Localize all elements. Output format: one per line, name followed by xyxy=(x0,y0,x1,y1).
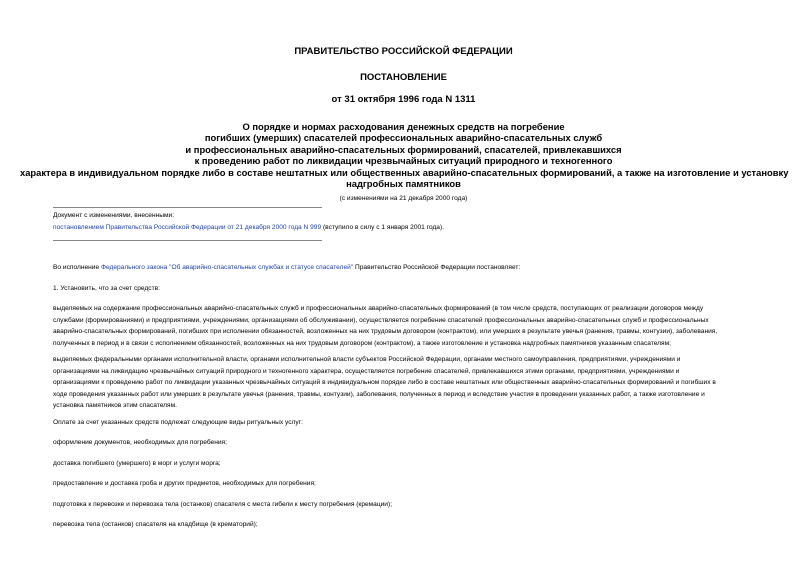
service-item: перевозка тела (останков) спасателя на кладбище (в крематорий); xyxy=(53,521,258,528)
document-title xyxy=(20,121,787,189)
federal-law-link[interactable]: Федерального закона "Об аварийно-спасательных службах и статусе спасателей" xyxy=(100,264,354,271)
service-item: доставка погибшего (умершего) в морг и услуги морга; xyxy=(53,460,221,467)
paragraph-line: организациями к проведению работ по ликвидации указанных чрезвычайных ситуаций в индивидуальном порядке либо в составе нештатных или общественных аварийно-спасательных формирований и погибших в xyxy=(53,379,716,386)
services-intro: Оплате за счет указанных средств подлежат следующие виды ритуальных услуг: xyxy=(53,419,303,426)
document-kind: ПОСТАНОВЛЕНИЕ xyxy=(360,72,447,83)
preamble-suffix: Правительство Российской Федерации постановляет: xyxy=(353,264,521,271)
divider-bottom xyxy=(53,240,322,241)
title-line: погибших (умерших) спасателей профессиональных аварийно-спасательных служб xyxy=(204,132,603,144)
item-1: 1. Установить, что за счет средств: xyxy=(53,285,160,292)
paragraph-line: выделяемых федеральными органами исполнительной власти, органами исполнительной власти субъектов Российской Федерации, органами местного самоуправления, предприятиями, учреждениями и xyxy=(53,356,681,363)
paragraph-line: полученных в период и в связи с исполнением обязанностей, возложенных на них трудовым договором (контрактом), а также изготовление и установка надгробных памятников указанным спасателям; xyxy=(53,339,671,347)
preamble-prefix: Во исполнение xyxy=(53,264,101,271)
paragraph-b xyxy=(53,354,771,412)
paragraph-line: установка памятников этим спасателям. xyxy=(53,402,177,409)
amendment-suffix: (вступило в силу с 1 января 2001 года). xyxy=(321,224,445,231)
title-line: надгробных памятников xyxy=(346,178,461,190)
amendment-link[interactable]: постановлением Правительства Российской Федерации от 21 декабря 2000 года N 999 xyxy=(53,224,322,231)
paragraph-a xyxy=(53,303,771,349)
paragraph-line: ходе проведения указанных работ или умерших в результате увечья (ранения, травмы, контузии), заболевания, полученных в период и вследствие участия в проведении указанных работ, а также изготовление и xyxy=(53,390,705,398)
government-heading: ПРАВИТЕЛЬСТВО РОССИЙСКОЙ ФЕДЕРАЦИИ xyxy=(294,46,513,57)
amendments-intro: Документ с изменениями, внесенными: xyxy=(53,212,175,219)
title-line: характера в индивидуальном порядке либо в составе нештатных или общественных аварийно-спасательных формирований, а также на изготовление и установку xyxy=(20,166,789,178)
paragraph-line: службами (формированиями) и предприятиями, учреждениями, организациями об обслуживании), осуществляется погребение спасателей профессиональных аварийно-спасательных служб и профессиональных xyxy=(53,316,709,324)
service-item: предоставление и доставка гроба и других предметов, необходимых для погребения; xyxy=(53,480,316,487)
service-item: подготовка к перевозке и перевозка тела (останков) спасателя с места гибели к месту погребения (кремации); xyxy=(53,501,393,508)
preamble xyxy=(53,262,520,274)
divider-top xyxy=(53,207,322,208)
paragraph-line: аварийно-спасательных формирований, погибших при исполнении обязанностей, возложенных на них трудовым договором (контрактом), или умерших в результате увечья (ранения, травмы, контузии), заболевания, xyxy=(53,328,718,335)
title-line: и профессиональных аварийно-спасательных формирований, спасателей, привлекавшихся xyxy=(185,143,622,155)
document-date: от 31 октября 1996 года N 1311 xyxy=(331,94,476,105)
service-item: оформление документов, необходимых для погребения; xyxy=(53,439,227,446)
amendments-line xyxy=(53,222,444,234)
paragraph-line: организациями на ликвидацию чрезвычайных ситуаций природного и техногенного характера, осуществляется погребение спасателей, привлекавшихся этими органами, предприятиями, учреждениями и xyxy=(53,367,680,375)
revision-note: (с изменениями на 21 декабря 2000 года) xyxy=(339,195,468,202)
title-line: к проведению работ по ликвидации чрезвычайных ситуаций природного и техногенного xyxy=(194,155,613,167)
paragraph-line: выделяемых на содержание профессиональных аварийно-спасательных служб и профессиональных аварийно-спасательных формирований (в том числе средств, поступающих от реализации договоров между xyxy=(53,305,704,312)
title-line: О порядке и нормах расходования денежных средств на погребение xyxy=(242,121,565,132)
